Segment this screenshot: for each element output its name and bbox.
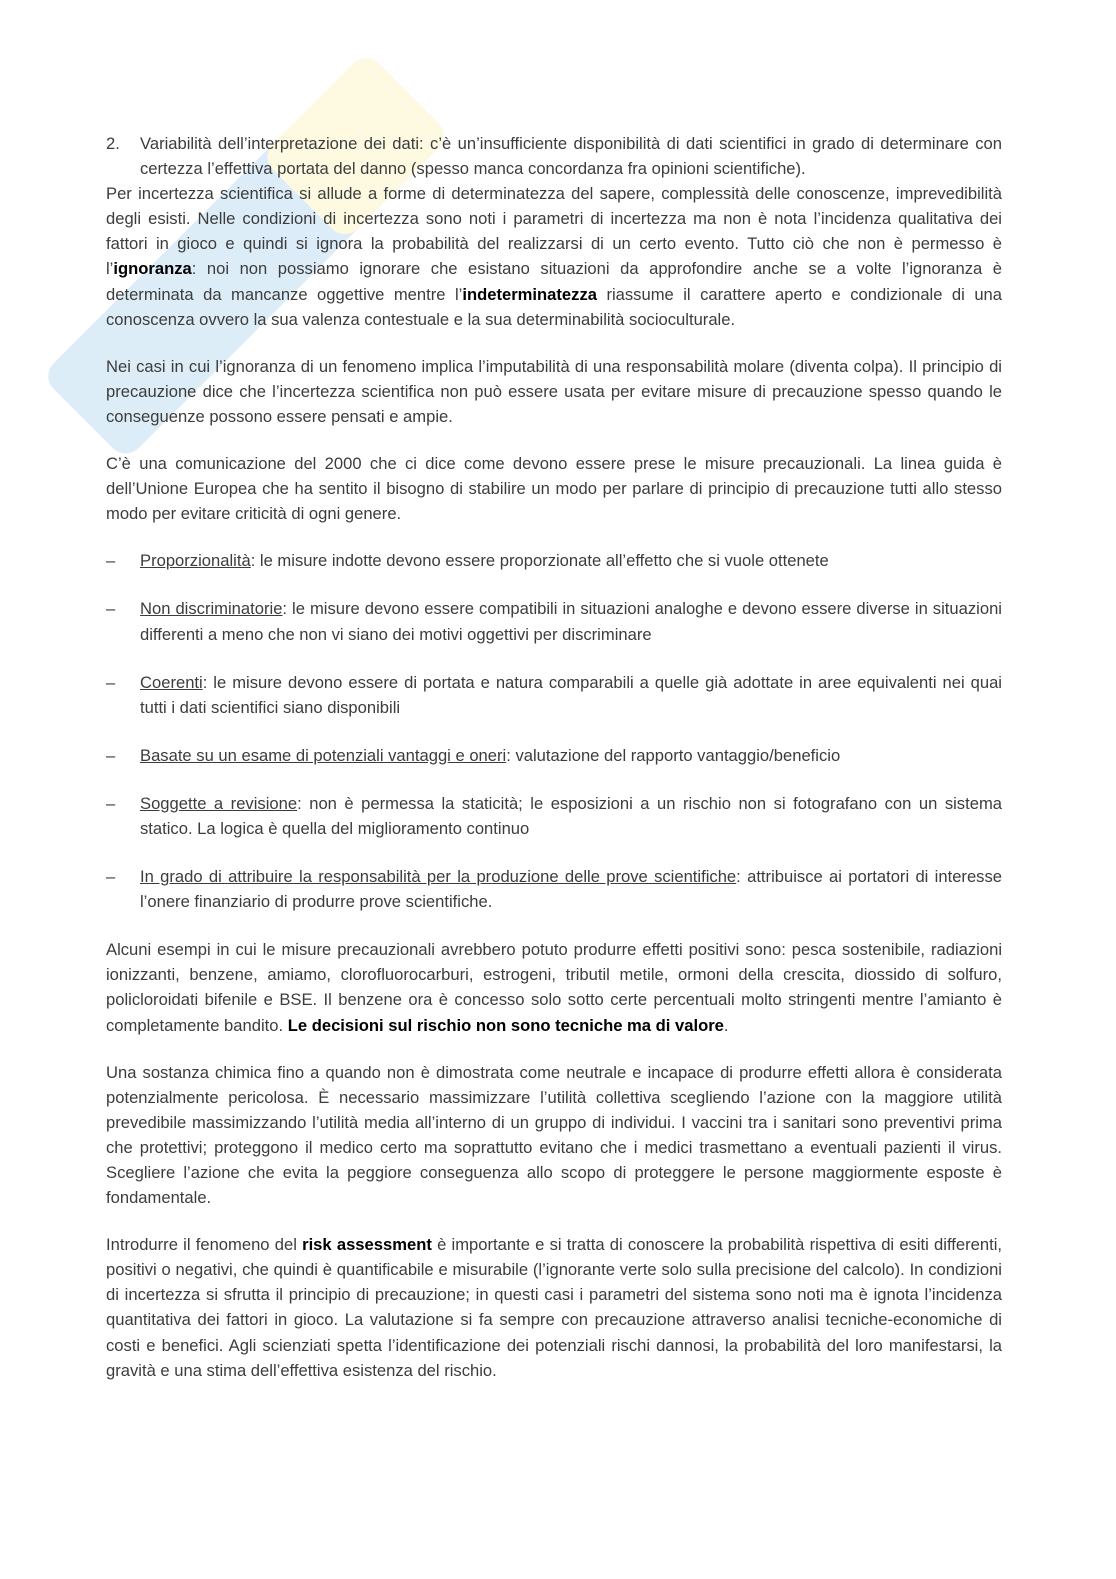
paragraph-communication-2000: C’è una comunicazione del 2000 che ci dice come devono essere prese le misure precauzionali. La linea guida è dell’Unione Europea che ha sentito il bisogno di stabilire un modo per parlare di principio di precauzione tutti allo stesso modo per evitare criticità di ogni genere. <box>106 454 1002 524</box>
highlight-decisions: Le decisioni sul rischio non sono tecniche ma di valore <box>287 1015 724 1035</box>
paragraph-examples <box>106 937 1002 1037</box>
paragraph-uncertainty <box>106 181 1002 332</box>
criterion-text: : attribuisce ai portatori di interesse l’onere finanziario di produrre prove scientifiche. <box>140 867 1003 912</box>
term-indeterminatezza: indeterminatezza <box>462 284 597 304</box>
list-item <box>106 548 1002 573</box>
paragraph-precaution: Nei casi in cui l’ignoranza di un fenomeno implica l’imputabilità di una responsabilità molare (diventa colpa). Il principio di precauzione dice che l’incertezza scientifica non può essere usata per evitare misure di precauzione spesso quando le conseguenze possono essere pensati e ampie. <box>106 356 1002 426</box>
document-page <box>106 131 1002 1383</box>
item-text: Variabilità dell’interpretazione dei dati: c’è un’insufficiente disponibilità di dati scientifici in grado di determinare con certezza l’effettiva portata del danno (spesso manca concordanza fra opinioni scientifiche). <box>140 134 1002 179</box>
text-run: Alcuni esempi in cui le misure precauzionali avrebbero potuto produrre effetti positivi sono: pesca sostenibile, radiazioni ionizzanti, benzene, amiamo, clorofluorocarburi, estrogeni, tributil metile, ormoni della crescita, diossido di solfuro, policloroidati bifenile e BSE. Il benzene ora è concesso solo sotto certe percentuali molto stringenti mentre l’amianto è completamente bandito. <box>106 940 1002 1035</box>
text-run: Introdurre il fenomeno del <box>106 1235 303 1255</box>
text-run: . <box>723 1015 729 1035</box>
criterion-title: Non discriminatorie <box>140 599 283 619</box>
text-run: riassume il carattere aperto e condizionale di una conoscenza ovvero la sua valenza contestuale e la sua determinabilità socioculturale. <box>106 284 1003 329</box>
paragraph-chemical-substance: Una sostanza chimica fino a quando non è dimostrata come neutrale e incapace di produrre effetti allora è considerata potenzialmente pericolosa. È necessario massimizzare l’utilità collettiva scegliendo l’azione con la maggiore utilità prevedibile massimizzando l’utilità media all’interno di un gruppo di individui. I vaccini tra i sanitari sono preventivi prima che protettivi; proteggono il medico certo ma soprattutto evitano che i medici trasmettano a eventuali pazienti il virus. Scegliere l’azione che evita la peggiore conseguenza allo scopo di proteggere le persone maggiormente esposte è fondamentale. <box>106 1062 1002 1208</box>
list-item <box>106 596 1002 646</box>
dash-bullet: – <box>106 672 116 692</box>
criterion-title: Coerenti <box>140 672 203 692</box>
item-number: 2. <box>106 134 120 153</box>
dash-bullet: – <box>106 793 116 813</box>
dash-bullet: – <box>106 745 116 765</box>
criteria-list <box>106 548 1002 914</box>
criterion-title: Basate su un esame di potenziali vantaggi e oneri <box>140 745 507 765</box>
term-ignoranza: ignoranza <box>113 259 192 279</box>
list-item <box>106 864 1002 914</box>
paragraph-risk-assessment <box>106 1232 1002 1383</box>
criterion-text: : valutazione del rapporto vantaggio/beneficio <box>506 745 841 765</box>
term-risk-assessment: risk assessment <box>302 1235 432 1255</box>
text-run: è importante e si tratta di conoscere la probabilità rispettiva di esiti differenti, positivi o negativi, che quindi è quantificabile e misurabile (l’ignorante verte solo sulla precisione del calcolo). In condizioni di incertezza si sfrutta il principio di precauzione; in questi casi i parametri del sistema sono noti ma è ignota l’incidenza quantitativa dei fattori in gioco. La valutazione si fa sempre con precauzione attraverso analisi tecniche-economiche di costi e benefici. Agli scienziati spetta l’identificazione dei potenziali rischi dannosi, la probabilità del loro manifestarsi, la gravità e una stima dell’effettiva esistenza del rischio. <box>106 1235 1002 1380</box>
list-item <box>106 791 1002 841</box>
criterion-text: : le misure devono essere di portata e natura comparabili a quelle già adottate in aree equivalenti nei quai tutti i dati scientifici siano disponibili <box>140 672 1002 717</box>
dash-bullet: – <box>106 599 116 619</box>
numbered-item <box>106 131 1002 181</box>
list-item <box>106 670 1002 720</box>
criterion-title: In grado di attribuire la responsabilità per la produzione delle prove scientifiche <box>140 867 737 887</box>
criterion-text: : non è permessa la staticità; le esposizioni a un rischio non si fotografano con un sistema statico. La logica è quella del miglioramento continuo <box>140 793 1002 838</box>
text-run: Per incertezza scientifica si allude a forme di determinatezza del sapere, complessità delle conoscenze, imprevedibilità degli esisti. Nelle condizioni di incertezza sono noti i parametri di incertezza ma non è nota l’incidenza qualitativa dei fattori in gioco e quindi si ignora la probabilità del realizzarsi di un certo evento. Tutto ciò che non è permesso è l’ <box>106 184 1002 279</box>
criterion-text: : le misure devono essere compatibili in situazioni analoghe e devono essere diverse in situazioni differenti a meno che non vi siano dei motivi oggettivi per discriminare <box>140 599 1002 644</box>
list-item <box>106 743 1002 768</box>
criterion-title: Soggette a revisione <box>140 793 298 813</box>
criterion-text: : le misure indotte devono essere proporzionate all’effetto che si vuole ottenete <box>250 551 829 571</box>
criterion-title: Proporzionalità <box>140 551 251 571</box>
dash-bullet: – <box>106 867 116 887</box>
text-run: : noi non possiamo ignorare che esistano situazioni da approfondire anche se a volte l’ignoranza è determinata da mancanze oggettive mentre l’ <box>106 259 1002 304</box>
dash-bullet: – <box>106 551 116 571</box>
